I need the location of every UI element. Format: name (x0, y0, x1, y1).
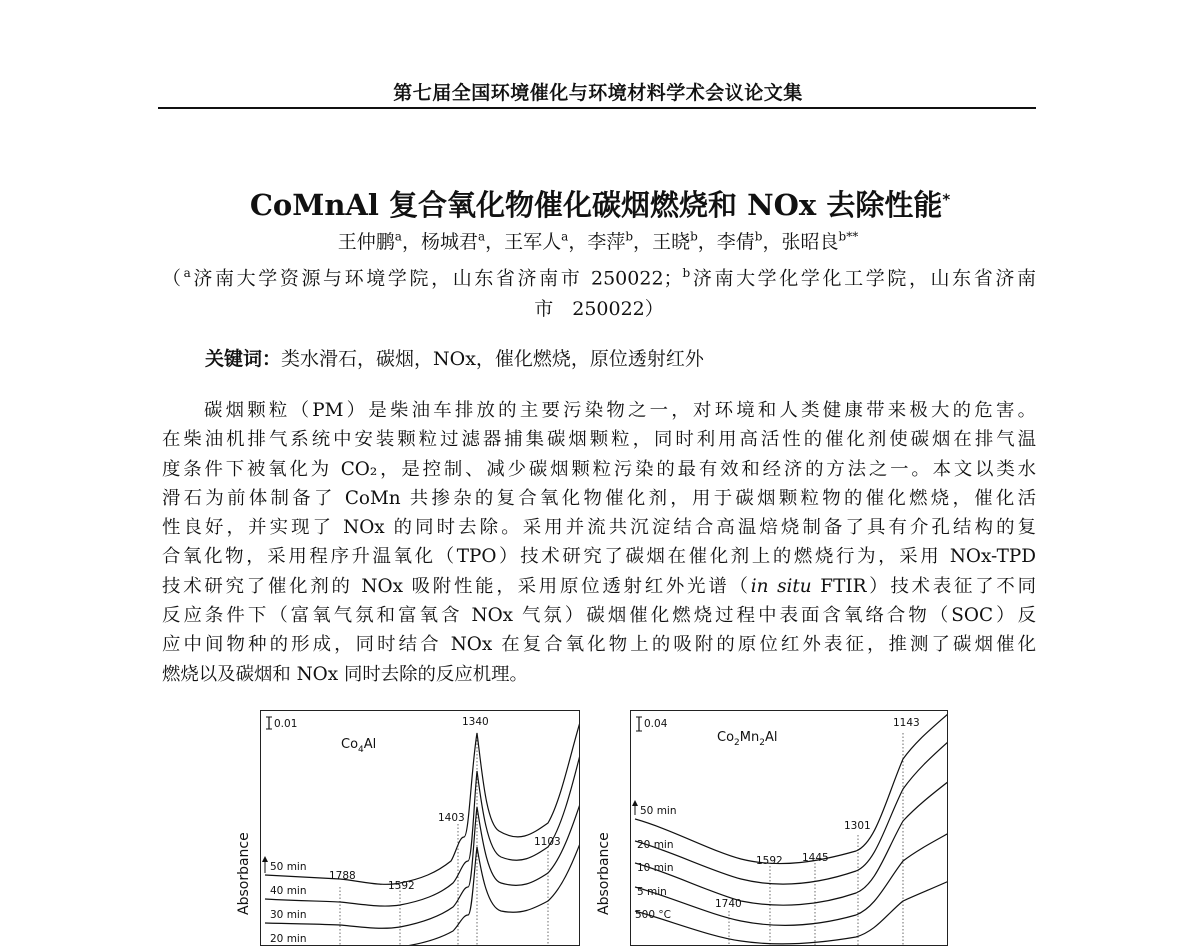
time-label: 40 min (270, 885, 307, 897)
abstract-line-text: FTIR）技术表征了不同 (811, 575, 1037, 597)
scale-bar-b (636, 717, 642, 731)
figure-b-title-sub: 2 (759, 738, 765, 748)
time-label: 5 min (637, 886, 667, 898)
affil-b-mark: b (682, 266, 691, 280)
author-affil-mark: b (690, 229, 698, 244)
time-label: 50 min (640, 805, 677, 817)
scale-bar-b-label: 0.04 (644, 718, 668, 730)
author-affil-mark: b (625, 229, 634, 244)
time-arrow-head (632, 800, 638, 806)
peak-label-1103: 1103 (534, 836, 561, 848)
author-name: 李萍 (587, 231, 626, 253)
scale-bar-a-label: 0.01 (274, 718, 298, 730)
peak-label-1445: 1445 (802, 852, 829, 864)
spectrum-50min (635, 713, 948, 864)
author-affil-mark: b** (838, 229, 859, 244)
title-main: 复合氧化物催化碳烟燃烧和 (378, 188, 748, 222)
author-affil-mark: a (561, 229, 569, 244)
spectrum-500C (635, 881, 948, 944)
spectrum-30min (265, 801, 580, 928)
abstract-line: 应中间物种的形成，同时结合 NOx 在复合氧化物上的吸附的原位红外表征，推测了碳烟催化 (162, 634, 1036, 656)
author-name: 李倩 (716, 231, 755, 253)
figure-a-title (341, 737, 376, 755)
affiliation-line-2: 市 250022） (534, 298, 664, 321)
figure-b-guides (729, 733, 903, 946)
figure-a-plot (261, 711, 580, 946)
figure-b-spectra (635, 713, 948, 944)
time-label: 500 °C (635, 909, 671, 921)
author-affil-mark: a (477, 229, 486, 244)
abstract-line: 反应条件下（富氧气氛和富氧含 NOx 气氛）碳烟催化燃烧过程中表面含氧络合物（SOC）反 (162, 605, 1036, 627)
keywords-text: 类水滑石，碳烟，NOx，催化燃烧，原位透射红外 (281, 348, 704, 370)
peak-label-1301: 1301 (844, 820, 871, 832)
affil-a-mark: a (183, 266, 191, 280)
peak-label-1403: 1403 (438, 812, 465, 824)
author-affil-mark: b (754, 229, 763, 244)
header-rule (158, 107, 1036, 109)
abstract-line: 滑石为前体制备了 CoMn 共掺杂的复合氧化物催化剂，用于碳烟颗粒物的催化燃烧，催化活 (162, 487, 1036, 509)
abstract-line: 度条件下被氧化为 CO₂，是控制、减少碳烟颗粒污染的最有效和经济的方法之一。本文以类水 (162, 458, 1036, 480)
figure-a-title-main: Co (341, 737, 359, 752)
author-name: 王仲鹏 (337, 231, 395, 253)
spectrum-40min (265, 751, 580, 906)
title-tail: 去除性能 (816, 188, 943, 222)
peak-label-1788: 1788 (329, 870, 356, 882)
figure-b-ylabel: Absorbance (596, 832, 612, 915)
affil-a-text: 济南大学资源与环境学院，山东省济南市 250022； (190, 267, 683, 290)
figure-b-title (717, 730, 777, 748)
abstract-line: 性良好，并实现了 NOx 的同时去除。采用并流共沉淀结合高温焙烧制备了具有介孔结构的复 (162, 517, 1036, 539)
time-arrow-head (262, 856, 268, 862)
figure-a-title-tail: Al (363, 737, 377, 752)
author-name: 王军人 (504, 231, 562, 253)
figure-co2mn2al (630, 710, 948, 946)
figure-b-title-sub: 2 (734, 738, 740, 748)
time-label: 20 min (637, 839, 674, 851)
spectrum-50min (265, 719, 580, 884)
abstract-line: 碳烟颗粒（PM）是柴油车排放的主要污染物之一，对环境和人类健康带来极大的危害。 (204, 400, 1036, 421)
title-nox: NOx (747, 188, 817, 222)
time-label: 50 min (270, 861, 307, 873)
abstract-line (162, 572, 1036, 601)
peak-label-1740: 1740 (715, 898, 742, 910)
abstract-line: 在柴油机排气系统中安装颗粒过滤器捕集碳烟颗粒，同时利用高活性的催化剂使碳烟在排气温 (162, 429, 1036, 451)
figure-b-title-mid: Mn (739, 730, 760, 745)
peak-label-1592: 1592 (388, 880, 415, 892)
keywords-label: 关键词： (205, 348, 282, 370)
time-label: 10 min (637, 862, 674, 874)
time-label: 20 min (270, 933, 307, 945)
figure-b-plot (631, 711, 948, 946)
peak-label-1592: 1592 (756, 855, 783, 867)
running-head: 第七届全国环境催化与环境材料学术会议论文集 (393, 82, 803, 104)
author-name: 王晓 (652, 231, 691, 253)
abstract-line: 燃烧以及碳烟和 NOx 同时去除的反应机理。 (162, 663, 528, 685)
figure-b-title-tail: Al (764, 730, 778, 745)
title-latin: CoMnAl (249, 188, 379, 222)
figure-a-spectra (265, 719, 580, 946)
figure-a-guides (340, 733, 548, 946)
peak-label-1340: 1340 (462, 716, 489, 728)
author-name: 张昭良 (781, 231, 839, 253)
abstract-italic-term: in situ (750, 575, 812, 597)
affiliation-line-1 (162, 258, 1036, 294)
figure-co4al (260, 710, 580, 946)
figure-b-title-main: Co (717, 730, 735, 745)
affiliations (162, 258, 1036, 325)
author-list: 王仲鹏$^a$，杨城君$^a$，王军人$^a$，李萍$^b$，王晓$^b$，李倩$^b$，张昭良$^{b**}$ (337, 229, 859, 253)
affil-open-paren: （ (162, 267, 184, 290)
time-label: 30 min (270, 909, 307, 921)
figure-a-title-sub: 4 (358, 745, 364, 755)
abstract-line-text: 技术研究了催化剂的 NOx 吸附性能，采用原位透射红外光谱（ (162, 575, 751, 597)
title-footnote-mark: * (942, 190, 951, 209)
paper-title (160, 183, 1040, 224)
figure-a-ylabel: Absorbance (236, 832, 252, 915)
spectrum-10min (635, 781, 948, 905)
author-name: 杨城君 (420, 231, 478, 253)
abstract-body (162, 396, 1036, 689)
peak-label-1143: 1143 (893, 717, 920, 729)
affil-b-text: 济南大学化学化工学院，山东省济南 (690, 267, 1036, 290)
abstract-line: 合氧化物，采用程序升温氧化（TPO）技术研究了碳烟在催化剂上的燃烧行为，采用 NOx-TPD (162, 546, 1036, 568)
author-affil-mark: a (394, 229, 402, 244)
scale-bar-a (266, 717, 272, 729)
keywords (205, 344, 704, 371)
